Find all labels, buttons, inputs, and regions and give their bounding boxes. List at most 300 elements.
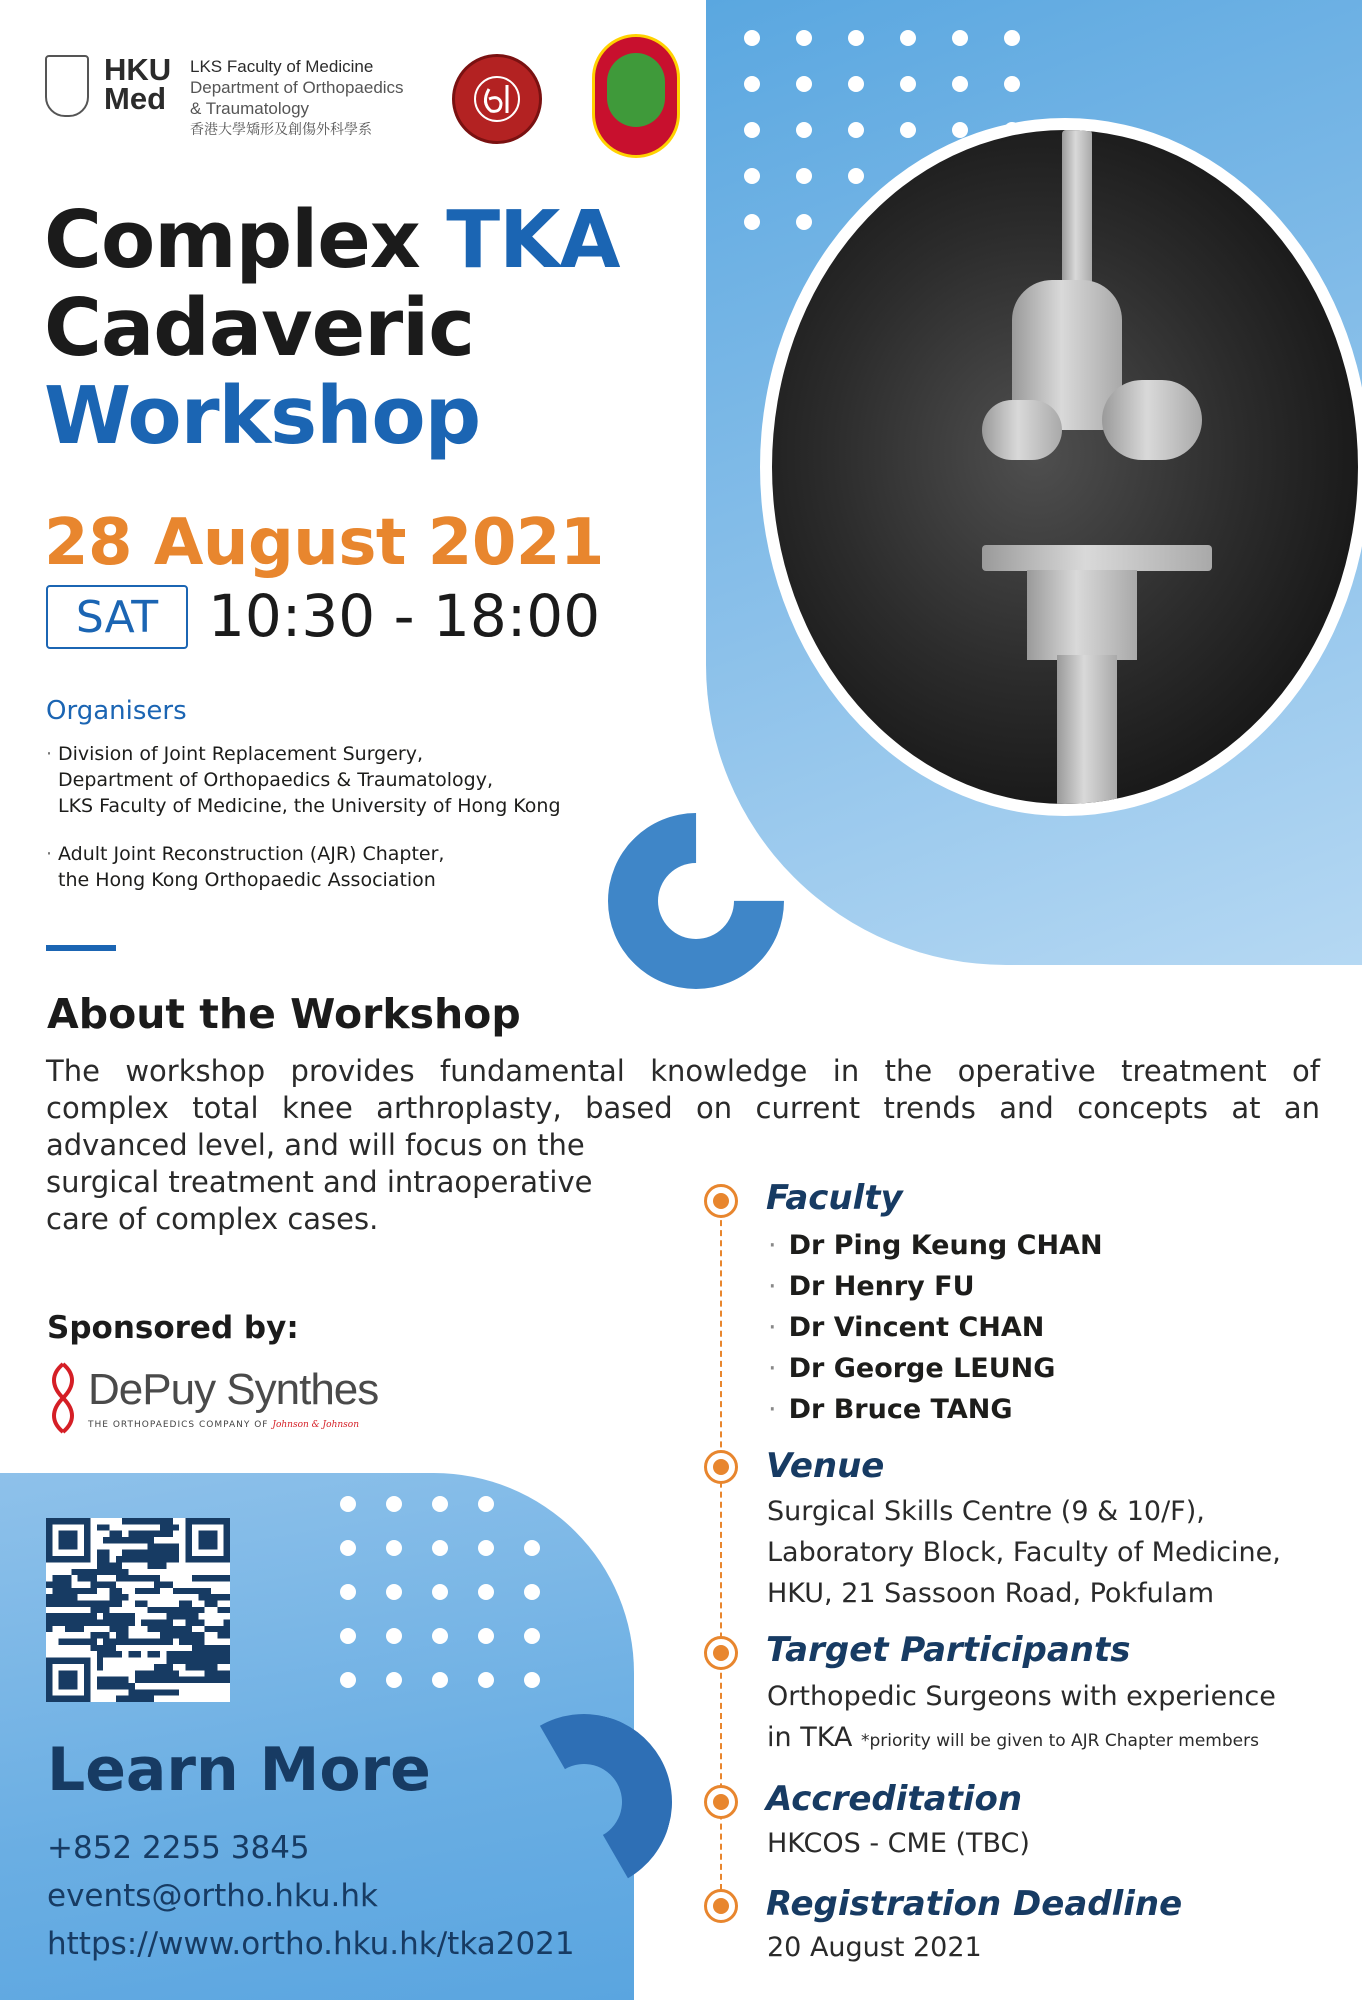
learn-more-heading: Learn More — [47, 1735, 431, 1805]
qr-module — [97, 1645, 103, 1651]
qr-module — [135, 1677, 141, 1683]
qr-module — [148, 1696, 154, 1702]
workshop-date: 28 August 2021 — [44, 506, 604, 580]
qr-module — [198, 1677, 204, 1683]
target-participants-text: Orthopedic Surgeons with experience in TKA *priority will be given to AJR Chapter members — [767, 1681, 1276, 1753]
qr-module — [154, 1562, 160, 1568]
qr-module — [135, 1518, 141, 1524]
qr-module — [192, 1632, 198, 1638]
qr-module — [65, 1600, 71, 1606]
qr-module — [205, 1670, 211, 1676]
qr-module — [167, 1524, 173, 1530]
qr-module — [148, 1651, 154, 1657]
qr-module — [109, 1651, 115, 1657]
qr-module — [109, 1683, 115, 1689]
qr-module — [148, 1531, 154, 1537]
qr-module — [122, 1639, 128, 1645]
decorative-dot — [952, 122, 968, 138]
qr-module — [90, 1575, 96, 1581]
sponsor-logo-tagline: THE ORTHOPAEDICS COMPANY OF Johnson & Johnson — [88, 1420, 359, 1430]
qr-module — [205, 1664, 211, 1670]
qr-module — [167, 1581, 173, 1587]
qr-module — [173, 1632, 179, 1638]
qr-module — [173, 1651, 179, 1657]
qr-module — [198, 1645, 204, 1651]
qr-module — [84, 1639, 90, 1645]
qr-module — [71, 1594, 77, 1600]
qr-code[interactable] — [46, 1518, 230, 1702]
qr-module — [59, 1588, 65, 1594]
qr-module — [116, 1531, 122, 1537]
qr-module — [173, 1670, 179, 1676]
qr-module — [116, 1613, 122, 1619]
sponsor-logo-name: DePuy Synthes — [88, 1365, 379, 1414]
qr-module — [211, 1645, 217, 1651]
qr-module — [160, 1677, 166, 1683]
qr-module — [205, 1575, 211, 1581]
qr-module — [71, 1613, 77, 1619]
qr-module — [148, 1626, 154, 1632]
qr-module — [65, 1620, 71, 1626]
qr-module — [97, 1600, 103, 1606]
qr-module — [116, 1562, 122, 1568]
qr-module — [97, 1677, 103, 1683]
qr-module — [211, 1677, 217, 1683]
qr-module — [103, 1613, 109, 1619]
qr-module — [148, 1537, 154, 1543]
qr-module — [160, 1531, 166, 1537]
decorative-dot — [796, 168, 812, 184]
qr-module — [198, 1531, 217, 1550]
qr-module — [160, 1518, 166, 1524]
qr-module — [122, 1550, 128, 1556]
qr-module — [211, 1600, 217, 1606]
qr-module — [154, 1670, 160, 1676]
qr-module — [97, 1556, 103, 1562]
qr-module — [173, 1524, 179, 1530]
qr-module — [97, 1632, 103, 1638]
qr-module — [173, 1626, 179, 1632]
decorative-dot — [386, 1584, 402, 1600]
qr-module — [52, 1594, 58, 1600]
qr-module — [97, 1524, 103, 1530]
qr-module — [148, 1575, 154, 1581]
qr-module — [52, 1613, 58, 1619]
qr-module — [217, 1658, 223, 1664]
hkumed-logo: HKU Med — [104, 52, 172, 116]
qr-module — [179, 1626, 185, 1632]
timeline-bullet-icon — [704, 1636, 738, 1670]
qr-module — [128, 1537, 134, 1543]
decorative-dot — [744, 122, 760, 138]
section-divider — [46, 945, 116, 951]
qr-module — [141, 1550, 147, 1556]
qr-module — [217, 1670, 223, 1676]
qr-module — [154, 1543, 160, 1549]
qr-module — [160, 1550, 166, 1556]
decorative-dot — [386, 1628, 402, 1644]
decorative-dot — [386, 1672, 402, 1688]
qr-module — [135, 1689, 141, 1695]
qr-module — [52, 1575, 58, 1581]
qr-module — [173, 1543, 179, 1549]
qr-module — [109, 1562, 115, 1568]
qr-module — [52, 1581, 58, 1587]
qr-module — [154, 1664, 160, 1670]
qr-module — [154, 1588, 160, 1594]
qr-module — [167, 1556, 173, 1562]
qr-module — [116, 1651, 122, 1657]
qr-module — [116, 1683, 122, 1689]
qr-module — [179, 1658, 185, 1664]
qr-module — [97, 1569, 103, 1575]
decorative-dot — [478, 1540, 494, 1556]
decorative-dot — [952, 76, 968, 92]
qr-module — [160, 1524, 166, 1530]
qr-module — [205, 1645, 211, 1651]
qr-module — [198, 1607, 204, 1613]
qr-module — [217, 1594, 223, 1600]
qr-module — [71, 1639, 77, 1645]
qr-module — [103, 1645, 109, 1651]
decorative-dot — [340, 1540, 356, 1556]
decorative-dot — [340, 1496, 356, 1512]
qr-module — [52, 1600, 58, 1606]
qr-module — [179, 1639, 185, 1645]
qr-module — [135, 1651, 141, 1657]
target-participants-heading: Target Participants — [766, 1630, 1131, 1670]
qr-module — [103, 1550, 109, 1556]
qr-module — [224, 1670, 230, 1676]
decorative-dot — [340, 1672, 356, 1688]
qr-module — [103, 1632, 109, 1638]
qr-module — [52, 1588, 58, 1594]
qr-module — [167, 1543, 173, 1549]
qr-module — [179, 1677, 185, 1683]
qr-module — [103, 1537, 109, 1543]
qr-module — [154, 1677, 160, 1683]
qr-module — [84, 1600, 90, 1606]
faculty-member: · Dr Bruce TANG — [768, 1394, 1013, 1425]
qr-module — [78, 1575, 84, 1581]
qr-module — [103, 1607, 109, 1613]
qr-module — [90, 1620, 96, 1626]
qr-module — [154, 1575, 160, 1581]
qr-module — [192, 1677, 198, 1683]
qr-module — [109, 1531, 115, 1537]
qr-module — [173, 1677, 179, 1683]
qr-module — [154, 1620, 160, 1626]
qr-module — [122, 1677, 128, 1683]
qr-module — [78, 1600, 84, 1606]
timeline-bullet-icon — [704, 1785, 738, 1819]
qr-module — [135, 1696, 141, 1702]
qr-module — [78, 1569, 84, 1575]
qr-module — [148, 1607, 154, 1613]
hong-kong-orthopaedic-association-logo — [592, 34, 680, 158]
qr-module — [46, 1620, 52, 1626]
qr-module — [52, 1620, 58, 1626]
qr-module — [109, 1569, 115, 1575]
qr-module — [109, 1600, 115, 1606]
decorative-dot — [432, 1496, 448, 1512]
qr-module — [205, 1594, 211, 1600]
qr-module — [71, 1588, 77, 1594]
organiser-item: · Adult Joint Reconstruction (AJR) Chapter, the Hong Kong Orthopaedic Association — [46, 843, 445, 891]
qr-module — [211, 1670, 217, 1676]
qr-module — [141, 1537, 147, 1543]
qr-module — [167, 1677, 173, 1683]
qr-module — [103, 1562, 109, 1568]
qr-module — [192, 1588, 198, 1594]
qr-module — [160, 1639, 166, 1645]
qr-module — [141, 1556, 147, 1562]
qr-module — [135, 1639, 141, 1645]
qr-module — [217, 1575, 223, 1581]
hku-crest-logo — [45, 55, 89, 117]
qr-module — [167, 1518, 173, 1524]
qr-module — [205, 1600, 211, 1606]
qr-module — [224, 1677, 230, 1683]
decorative-dot — [900, 30, 916, 46]
qr-module — [154, 1581, 160, 1587]
qr-module — [173, 1613, 179, 1619]
faculty-member: · Dr Henry FU — [768, 1271, 975, 1302]
decorative-dot — [432, 1672, 448, 1688]
qr-module — [179, 1613, 185, 1619]
qr-module — [205, 1651, 211, 1657]
qr-module — [90, 1607, 96, 1613]
qr-module — [186, 1632, 192, 1638]
decorative-dot — [848, 30, 864, 46]
qr-module — [167, 1620, 173, 1626]
qr-module — [224, 1607, 230, 1613]
qr-module — [148, 1588, 154, 1594]
qr-module — [128, 1550, 134, 1556]
department-logo-text: LKS Faculty of Medicine Department of Orthopaedics & Traumatology 香港大學矯形及創傷外科學系 — [190, 57, 404, 137]
qr-module — [46, 1581, 52, 1587]
decorative-dot — [478, 1672, 494, 1688]
qr-module — [128, 1556, 134, 1562]
decorative-dot — [524, 1584, 540, 1600]
qr-module — [109, 1581, 115, 1587]
qr-module — [167, 1670, 173, 1676]
decorative-dot — [744, 214, 760, 230]
qr-module — [122, 1613, 128, 1619]
decorative-dot — [796, 214, 812, 230]
decorative-dot — [744, 30, 760, 46]
qr-module — [205, 1677, 211, 1683]
qr-module — [205, 1658, 211, 1664]
qr-module — [103, 1556, 109, 1562]
qr-module — [109, 1677, 115, 1683]
decorative-dot — [524, 1628, 540, 1644]
qr-module — [71, 1626, 77, 1632]
qr-module — [128, 1613, 134, 1619]
qr-module — [211, 1594, 217, 1600]
workshop-title: Complex TKA Cadaveric Workshop — [44, 194, 620, 462]
accreditation-text: HKCOS - CME (TBC) — [767, 1828, 1030, 1859]
qr-module — [217, 1651, 223, 1657]
decorative-dot — [386, 1496, 402, 1512]
qr-module — [116, 1696, 122, 1702]
qr-module — [160, 1670, 166, 1676]
qr-module — [192, 1645, 198, 1651]
registration-deadline-text: 20 August 2021 — [767, 1932, 982, 1963]
qr-module — [160, 1556, 166, 1562]
qr-module — [116, 1620, 122, 1626]
qr-module — [103, 1569, 109, 1575]
qr-module — [141, 1689, 147, 1695]
qr-module — [173, 1658, 179, 1664]
qr-module — [59, 1581, 65, 1587]
qr-module — [90, 1581, 96, 1587]
qr-module — [205, 1588, 211, 1594]
decorative-dot — [340, 1584, 356, 1600]
qr-module — [97, 1550, 103, 1556]
about-paragraph: The workshop provides fundamental knowledge in the operative treatment of complex total knee arthroplasty, based on current trends and concepts at an — [46, 1054, 1320, 1125]
qr-module — [128, 1531, 134, 1537]
qr-module — [103, 1683, 109, 1689]
qr-module — [148, 1620, 154, 1626]
timeline-bullet-icon — [704, 1889, 738, 1923]
qr-module — [109, 1613, 115, 1619]
qr-module — [160, 1689, 166, 1695]
qr-module — [135, 1550, 141, 1556]
qr-module — [211, 1658, 217, 1664]
qr-module — [224, 1575, 230, 1581]
qr-module — [186, 1677, 192, 1683]
qr-module — [154, 1550, 160, 1556]
qr-module — [167, 1632, 173, 1638]
decorative-dot — [796, 122, 812, 138]
qr-module — [224, 1651, 230, 1657]
qr-module — [135, 1537, 141, 1543]
qr-module — [90, 1632, 96, 1638]
qr-module — [97, 1651, 103, 1657]
qr-module — [122, 1556, 128, 1562]
decorative-dot — [900, 122, 916, 138]
qr-module — [148, 1670, 154, 1676]
decorative-dot — [386, 1540, 402, 1556]
decorative-dot — [1004, 30, 1020, 46]
contact-url[interactable]: https://www.ortho.hku.hk/tka2021 — [47, 1926, 575, 1962]
qr-module — [173, 1550, 179, 1556]
qr-module — [65, 1639, 71, 1645]
qr-module — [59, 1600, 65, 1606]
qr-module — [122, 1620, 128, 1626]
qr-module — [65, 1581, 71, 1587]
qr-module — [148, 1543, 154, 1549]
qr-module — [186, 1607, 192, 1613]
qr-module — [78, 1613, 84, 1619]
qr-module — [179, 1632, 185, 1638]
qr-module — [128, 1696, 134, 1702]
workshop-day-badge: SAT — [46, 585, 188, 649]
qr-module — [211, 1626, 217, 1632]
venue-heading: Venue — [766, 1446, 885, 1486]
qr-module — [179, 1600, 185, 1606]
qr-module — [84, 1588, 90, 1594]
qr-module — [173, 1607, 179, 1613]
qr-module — [160, 1664, 166, 1670]
qr-module — [90, 1613, 96, 1619]
qr-module — [148, 1518, 154, 1524]
qr-module — [71, 1620, 77, 1626]
decorative-dot — [432, 1540, 448, 1556]
depuy-synthes-mark-icon — [46, 1360, 80, 1436]
contact-phone[interactable]: +852 2255 3845 — [47, 1830, 310, 1866]
qr-module — [217, 1645, 223, 1651]
qr-module — [116, 1600, 122, 1606]
qr-module — [135, 1670, 141, 1676]
qr-module — [65, 1575, 71, 1581]
qr-module — [167, 1689, 173, 1695]
qr-module — [167, 1639, 173, 1645]
qr-module — [192, 1607, 198, 1613]
decorative-dot — [744, 76, 760, 92]
qr-module — [167, 1607, 173, 1613]
qr-module — [109, 1594, 115, 1600]
qr-module — [65, 1613, 71, 1619]
qr-module — [97, 1664, 103, 1670]
qr-module — [198, 1651, 204, 1657]
qr-module — [160, 1543, 166, 1549]
qr-module — [90, 1645, 96, 1651]
decorative-dot — [848, 168, 864, 184]
qr-module — [186, 1664, 192, 1670]
qr-module — [198, 1575, 204, 1581]
qr-module — [211, 1575, 217, 1581]
decorative-dot — [478, 1628, 494, 1644]
qr-module — [186, 1600, 192, 1606]
qr-module — [122, 1537, 128, 1543]
qr-module — [154, 1651, 160, 1657]
qr-module — [128, 1620, 134, 1626]
qr-module — [198, 1588, 204, 1594]
qr-module — [135, 1556, 141, 1562]
qr-module — [167, 1626, 173, 1632]
qr-module — [46, 1594, 52, 1600]
qr-module — [97, 1620, 103, 1626]
qr-module — [128, 1575, 134, 1581]
qr-module — [97, 1607, 103, 1613]
qr-module — [154, 1531, 160, 1537]
qr-module — [59, 1613, 65, 1619]
qr-module — [109, 1620, 115, 1626]
decorative-dot — [432, 1628, 448, 1644]
qr-module — [59, 1531, 78, 1550]
qr-module — [46, 1626, 52, 1632]
faculty-member: · Dr Ping Keung CHAN — [768, 1230, 1103, 1261]
contact-email[interactable]: events@ortho.hku.hk — [47, 1878, 378, 1914]
qr-module — [65, 1626, 71, 1632]
qr-module — [160, 1626, 166, 1632]
qr-module — [186, 1651, 192, 1657]
qr-module — [167, 1658, 173, 1664]
decorative-dot — [524, 1540, 540, 1556]
sponsor-heading: Sponsored by: — [47, 1310, 299, 1346]
qr-module — [224, 1632, 230, 1638]
qr-module — [179, 1607, 185, 1613]
qr-module — [116, 1639, 122, 1645]
qr-module — [116, 1632, 122, 1638]
qr-module — [116, 1575, 122, 1581]
qr-module — [224, 1626, 230, 1632]
qr-module — [141, 1518, 147, 1524]
qr-module — [97, 1683, 103, 1689]
decorative-dot — [848, 122, 864, 138]
